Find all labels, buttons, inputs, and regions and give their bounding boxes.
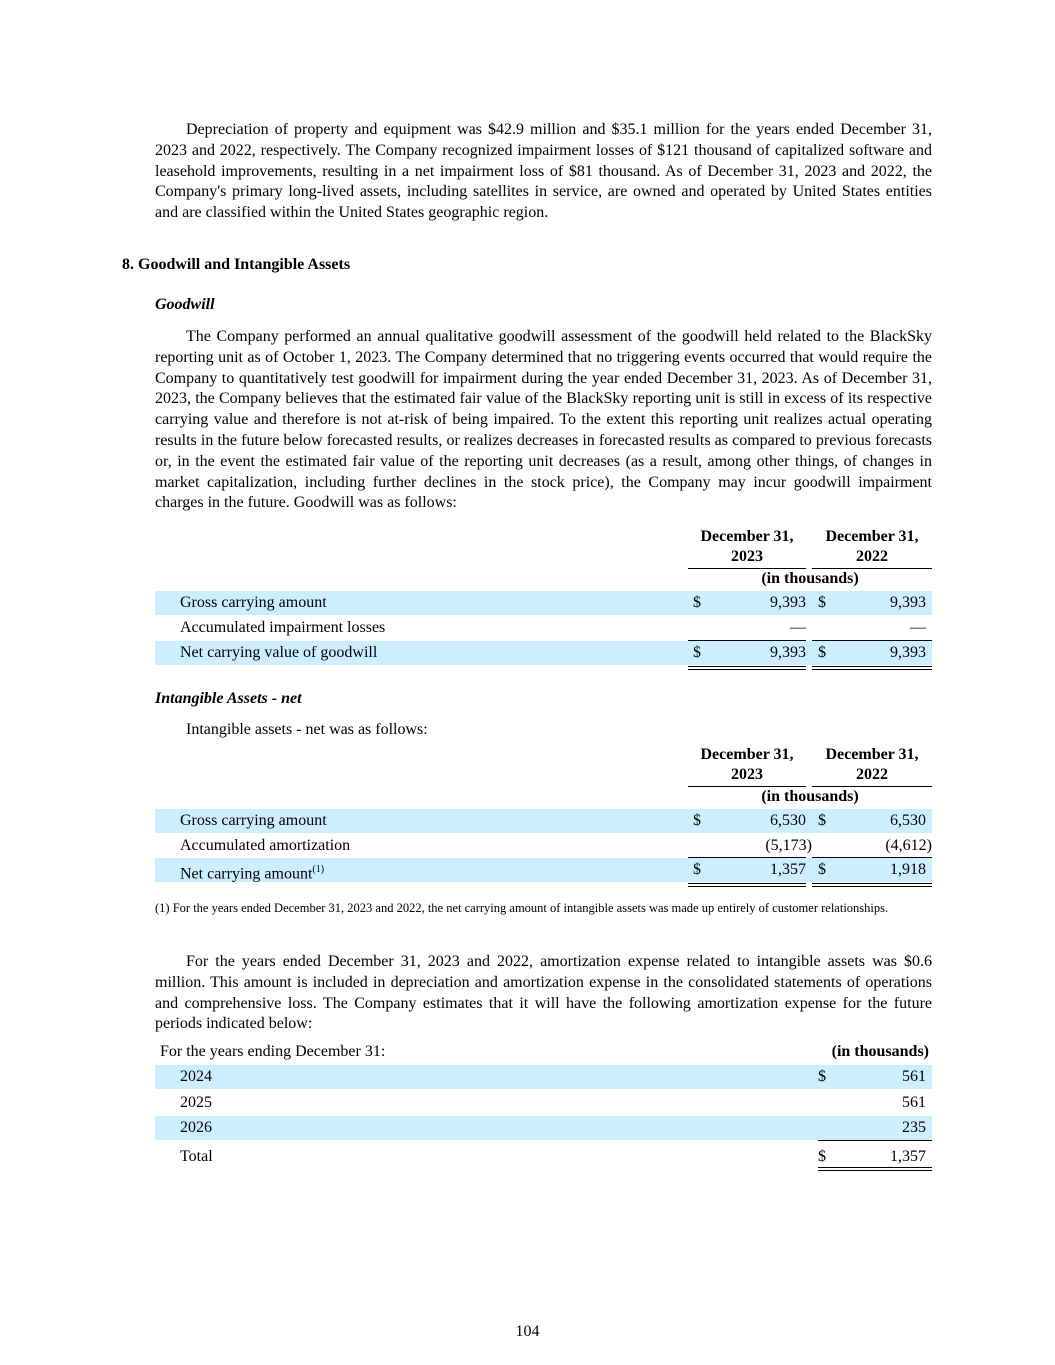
double-rule bbox=[688, 666, 806, 670]
units-label: (in thousands) bbox=[761, 570, 859, 587]
currency: $ bbox=[693, 594, 701, 611]
value: 561 bbox=[902, 1068, 926, 1085]
col-header-2022: December 31, 2022 bbox=[825, 528, 919, 565]
value-2023: 6,530 bbox=[770, 812, 806, 829]
table-row bbox=[155, 1116, 932, 1140]
row-label: 2026 bbox=[180, 1119, 212, 1136]
footnote: (1) For the years ended December 31, 2023 and 2022, the net carrying amount of intangible assets was made up entirely of customer relationships. bbox=[155, 901, 889, 915]
depreciation-paragraph: Depreciation of property and equipment was $42.9 million and $35.1 million for the years ended December 31, 2023 and 2022, respectively. The Company recognized impairment losses of $121 thousand of capitalized software and leasehold improvements, resulting in a net impairment loss of $81 thousand. As of December 31, 2023 and 2022, the Company's primary long-lived assets, including satellites in service, are owned and operated by United States entities and are classified within the United States geographic region. bbox=[155, 121, 932, 222]
goodwill-paragraph: The Company performed an annual qualitative goodwill assessment of the goodwill held related to the BlackSky reporting unit as of October 1, 2023. The Company determined that no triggering events occurred that would require the Company to quantitatively test goodwill for impairment during the year ended December 31, 2023. As of December 31, 2023, the Company believes that the estimated fair value of the BlackSky reporting unit is still in excess of its respective carrying value and therefore is not at-risk of being impaired. To the extent this reporting unit realizes actual operating results in the future below forecasted results, or realizes decreases in forecasted results as compared to previous forecasts or, in the event the estimated fair value of the reporting unit decreases (as a result, among other things, of changes in market capitalization, including further declines in the stock price), the Company may incur goodwill impairment charges in the future. Goodwill was as follows: bbox=[155, 328, 932, 512]
row-label-text: Net carrying amount bbox=[180, 865, 313, 883]
row-label: Gross carrying amount bbox=[180, 812, 327, 829]
row-label: Accumulated amortization bbox=[180, 837, 351, 854]
row-label: Total bbox=[180, 1148, 213, 1165]
table-row bbox=[155, 616, 932, 640]
table-row bbox=[155, 834, 932, 858]
currency: $ bbox=[818, 1148, 826, 1165]
intangibles-heading: Intangible Assets - net bbox=[155, 690, 302, 707]
table-row-total bbox=[155, 1145, 932, 1169]
table-row bbox=[155, 1091, 932, 1115]
period-header: For the years ending December 31: bbox=[160, 1043, 386, 1060]
currency: $ bbox=[693, 861, 701, 878]
currency: $ bbox=[818, 644, 826, 661]
row-label: Accumulated impairment losses bbox=[180, 619, 386, 636]
currency: $ bbox=[818, 1068, 826, 1085]
value-2023: 9,393 bbox=[770, 594, 806, 611]
value-2023: (5,173) bbox=[765, 837, 812, 854]
value: 1,357 bbox=[890, 1148, 926, 1165]
section-heading: 8. Goodwill and Intangible Assets bbox=[122, 256, 351, 273]
value-2023: 1,357 bbox=[770, 861, 806, 878]
page-number: 104 bbox=[515, 1323, 540, 1340]
row-label: 2024 bbox=[180, 1068, 212, 1085]
double-rule bbox=[818, 1167, 932, 1171]
row-label: Gross carrying amount bbox=[180, 594, 327, 611]
goodwill-heading: Goodwill bbox=[155, 296, 215, 313]
table-row bbox=[155, 591, 932, 615]
table-row bbox=[155, 641, 932, 665]
row-label: Net carrying value of goodwill bbox=[180, 644, 378, 661]
value-2023: 9,393 bbox=[770, 644, 806, 661]
value-2022: (4,612) bbox=[885, 837, 932, 854]
currency: $ bbox=[818, 594, 826, 611]
row-label: 2025 bbox=[180, 1094, 212, 1111]
currency: $ bbox=[693, 644, 701, 661]
value-2022: — bbox=[910, 619, 926, 636]
col-header-2022: December 31, 2022 bbox=[825, 746, 919, 783]
currency: $ bbox=[693, 812, 701, 829]
footnote-marker: (1) bbox=[312, 864, 325, 875]
currency: $ bbox=[818, 812, 826, 829]
row-label bbox=[180, 858, 324, 886]
double-rule bbox=[812, 666, 932, 670]
value-2022: 9,393 bbox=[890, 594, 926, 611]
col-header-2023: December 31, 2023 bbox=[700, 746, 794, 783]
value-2022: 6,530 bbox=[890, 812, 926, 829]
amortization-paragraph: For the years ended December 31, 2023 and 2022, amortization expense related to intangible assets was $0.6 million. This amount is included in depreciation and amortization expense in the consolidated statements of operations and comprehensive loss. The Company estimates that it will have the following amortization expense for the future periods indicated below: bbox=[155, 953, 932, 1033]
value-2023: — bbox=[790, 619, 806, 636]
units-label: (in thousands) bbox=[831, 1043, 929, 1060]
value-2022: 1,918 bbox=[890, 861, 926, 878]
double-rule bbox=[688, 883, 806, 887]
table-row bbox=[155, 858, 932, 882]
table-row bbox=[155, 1065, 932, 1089]
value-2022: 9,393 bbox=[890, 644, 926, 661]
value: 561 bbox=[902, 1094, 926, 1111]
double-rule bbox=[812, 883, 932, 887]
value: 235 bbox=[902, 1119, 926, 1136]
divider bbox=[818, 1140, 932, 1141]
table-row bbox=[155, 809, 932, 833]
units-label: (in thousands) bbox=[761, 788, 859, 805]
col-header-2023: December 31, 2023 bbox=[700, 528, 794, 565]
currency: $ bbox=[818, 861, 826, 878]
intangibles-intro: Intangible assets - net was as follows: bbox=[186, 721, 428, 738]
